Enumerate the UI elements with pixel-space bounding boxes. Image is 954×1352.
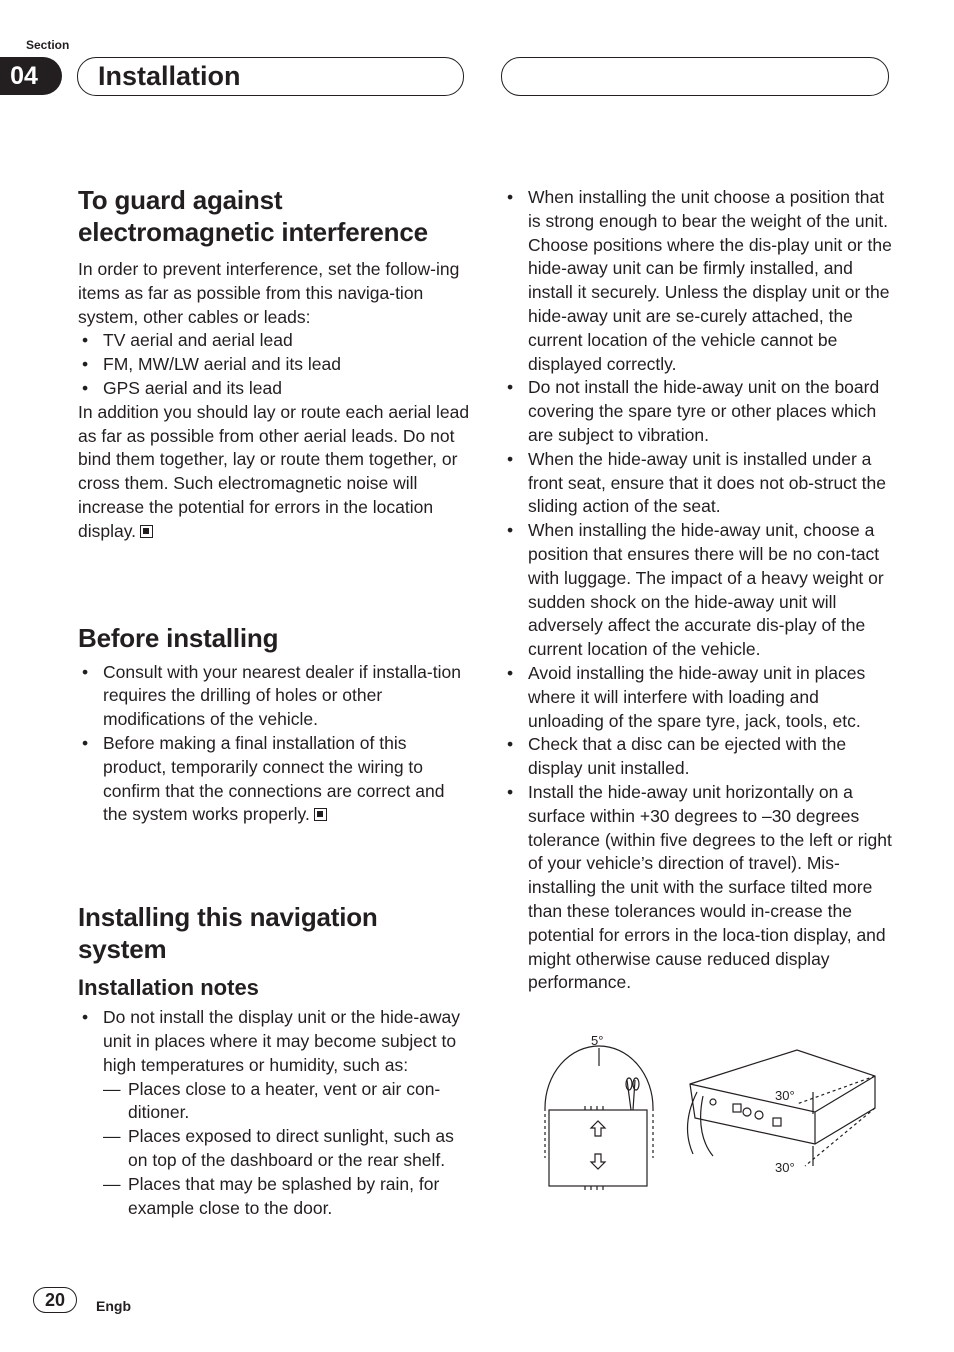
right-column: [503, 186, 893, 995]
tilt-indicator-lines: [627, 1080, 635, 1110]
list-item: • Consult with your nearest dealer if installa-tion requires the drilling of holes or other modifications of the vehicle.: [82, 661, 461, 730]
heading-before-installing: Before installing: [78, 622, 279, 653]
header-empty-box: [501, 57, 889, 96]
list-item: • TV aerial and aerial lead: [82, 330, 293, 351]
section-number-badge: 04: [0, 57, 62, 95]
display-unit-tilt-diagram: [545, 1046, 653, 1190]
list-item: • Check that a disc can be ejected with the display unit installed.: [507, 734, 847, 779]
sub-list-item: — Places exposed to direct sunlight, such as on top of the dashboard or the rear shelf.: [103, 1126, 454, 1170]
paragraph-interference-intro: In order to prevent interference, set the follow-ing items as far as possible from this naviga-tion system, other cables or leads:: [78, 259, 460, 327]
list-item: • When the hide-away unit is installed under a front seat, ensure that it does not ob-struct the sliding action of the seat.: [507, 448, 886, 517]
list-item: • Avoid installing the hide-away unit in places where it will interfere with loading and unloading of the spare tyre, jack, tools, etc.: [507, 662, 866, 731]
arrow-down-icon: [591, 1154, 605, 1169]
list-item: • Install the hide-away unit horizontally on a surface within +30 degrees to –30 degrees tolerance (within five degrees to the left or right of your vehicle’s direction of travel). Mis-installing the unit with the surface tilted more than these tolerances would in-crease the potential for errors in the loca-tion display, and might otherwise cause reduced display performance.: [507, 781, 892, 993]
tilt-indicator-left: [626, 1078, 632, 1090]
list-item: • When installing the unit choose a position that is strong enough to bear the weight of the unit. Choose positions where the dis-play unit or the hide-away unit can be firmly installed, and install it securely. Unless the display unit or the hide-away unit are se-curely attached, the current location of the vehicle cannot be displayed correctly.: [507, 187, 892, 374]
hide-away-unit-edges: [690, 1076, 875, 1144]
list-item: • GPS aerial and its lead: [82, 377, 282, 398]
list-item: • Do not install the display unit or the hide-away unit in places where it may become subject to high temperatures or humidity, such as: — Places close to a heater, vent or air con-ditioner. — Places exposed to direct sunlight, such as on top of the dashboard or the rear shelf. — Places that may be splashed by rain, for example close to the door.: [78, 1006, 470, 1220]
interference-list: [78, 329, 470, 400]
end-mark-icon: [314, 808, 327, 821]
unit-cables: [687, 1092, 713, 1156]
list-item: • When installing the hide-away unit, choose a position that ensures there will be no con-tact with luggage. The impact of a heavy weight or sudden shock on the hide-away unit will adversely affect the accurate dis-play of the current location of the vehicle.: [507, 520, 884, 660]
heading-installing-system: Installing this navigation system: [78, 902, 378, 965]
angle-label-30-upper: 30°: [775, 1088, 795, 1103]
list-item: • Before making a final installation of this product, temporarily connect the wiring to confirm that the connections are correct and the system works properly.: [82, 732, 445, 825]
list-item: • Do not install the hide-away unit on the board covering the spare tyre or other places which are subject to vibration.: [507, 377, 880, 445]
arrow-up-icon: [591, 1121, 605, 1136]
installation-notes-list: [78, 1006, 470, 1220]
left-column: [78, 184, 470, 1220]
paragraph-interference-detail: In addition you should lay or route each aerial lead as far as possible from other aerial leads. Do not bind them together, lay or route them together, or cross them. Such electromagnetic noise will increase the potential for errors in the location display.: [78, 401, 470, 541]
installation-angle-figure: [535, 1026, 895, 1196]
language-code: Engb: [96, 1298, 131, 1314]
unit-port-5: [773, 1118, 781, 1126]
section-label: Section: [26, 38, 70, 52]
page-number: 20: [33, 1287, 77, 1313]
page-title: Installation: [77, 57, 464, 96]
unit-port-2: [733, 1104, 741, 1112]
angle-label-30-lower: 30°: [775, 1160, 795, 1175]
unit-port-4: [755, 1111, 763, 1119]
heading-interference: To guard against electromagnetic interference: [78, 185, 428, 247]
hide-away-unit-diagram: [687, 1050, 875, 1166]
tilt-indicator-right: [633, 1078, 639, 1090]
installation-notes-list-continued: [503, 186, 893, 995]
end-mark-icon: [140, 525, 153, 538]
heading-installation-notes: Installation notes: [78, 975, 259, 1001]
sub-list-item: — Places that may be splashed by rain, for example close to the door.: [103, 1173, 440, 1218]
sub-list-item: — Places close to a heater, vent or air con-ditioner.: [103, 1078, 441, 1123]
list-item: • FM, MW/LW aerial and its lead: [82, 354, 341, 375]
unit-port-1: [710, 1099, 716, 1105]
unit-port-3: [743, 1108, 751, 1116]
angle-label-5: 5°: [591, 1033, 604, 1048]
before-installing-list: [78, 661, 470, 828]
